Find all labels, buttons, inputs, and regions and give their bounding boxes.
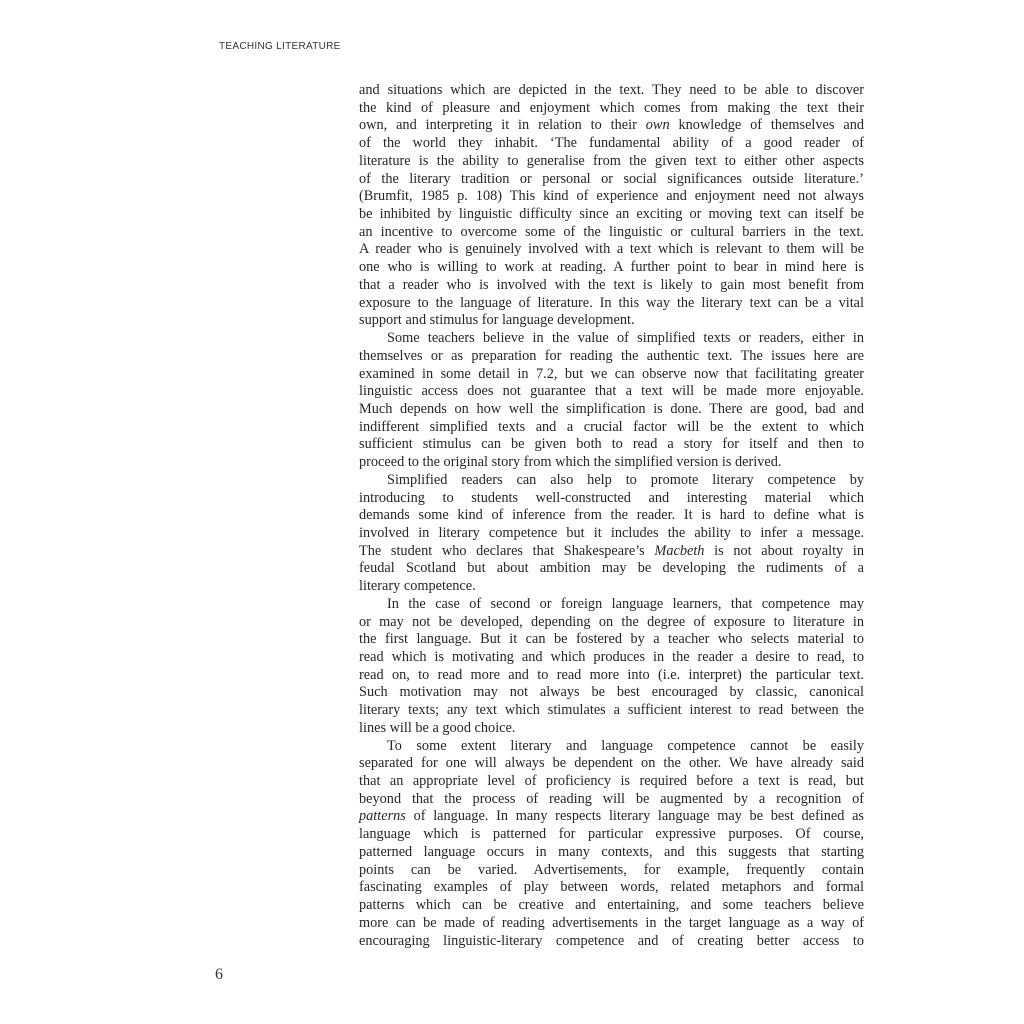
text-run: more can be made of reading advertisements in the target language as a way of	[359, 914, 864, 931]
text-line	[359, 560, 864, 578]
text-line	[359, 738, 864, 756]
text-run: or may not be developed, depending on the degree of exposure to literature in	[359, 613, 864, 630]
text-run: is not about royalty in	[704, 542, 864, 559]
text-line	[359, 773, 864, 791]
text-run: own, and interpreting it in relation to their	[359, 117, 646, 134]
text-run: fascinating examples of play between words, related metaphors and formal	[359, 879, 864, 896]
text-line	[359, 472, 864, 490]
text-run: introducing to students well-constructed and interesting material which	[359, 489, 864, 506]
text-line	[359, 525, 864, 543]
text-run: that an appropriate level of proficiency is required before a text is read, but	[359, 773, 864, 790]
text-line	[359, 791, 864, 809]
text-run: The student who declares that Shakespeare’s	[359, 542, 655, 559]
text-line	[359, 490, 864, 508]
text-run: that a reader who is involved with the text is likely to gain most benefit from	[359, 276, 864, 293]
text-line	[359, 578, 864, 596]
text-line	[359, 241, 864, 259]
text-line	[359, 844, 864, 862]
text-line	[359, 401, 864, 419]
text-run: support and stimulus for language development.	[359, 312, 635, 329]
text-line	[359, 153, 864, 171]
text-line	[359, 224, 864, 242]
paragraph	[359, 738, 864, 951]
text-line	[359, 277, 864, 295]
text-run: Simplified readers can also help to promote literary competence by	[387, 471, 864, 488]
text-run: sufficient stimulus can be given both to read a story for itself and then to	[359, 436, 864, 453]
text-line	[359, 631, 864, 649]
text-line	[359, 596, 864, 614]
text-run: Some teachers believe in the value of simplified texts or readers, either in	[387, 330, 864, 347]
text-run: To some extent literary and language competence cannot be easily	[387, 737, 864, 754]
text-line	[359, 312, 864, 330]
text-line	[359, 348, 864, 366]
text-run: literary competence.	[359, 578, 476, 595]
page-number: 6	[215, 966, 223, 983]
text-line	[359, 862, 864, 880]
text-run: encouraging linguistic-literary competence and of creating better access to	[359, 932, 864, 949]
paragraph	[359, 596, 864, 738]
text-line	[359, 82, 864, 100]
paragraph	[359, 330, 864, 472]
text-run: linguistic access does not guarantee that a text will be made more enjoyable.	[359, 383, 864, 400]
text-line	[359, 614, 864, 632]
italic-text: Macbeth	[654, 542, 705, 559]
text-line	[359, 684, 864, 702]
text-run: themselves or as preparation for reading the authentic text. The issues here are	[359, 347, 864, 364]
text-run: In the case of second or foreign language learners, that competence may	[387, 595, 864, 612]
text-run: the kind of pleasure and enjoyment which comes from making the text their	[359, 99, 864, 116]
text-line	[359, 295, 864, 313]
text-line	[359, 117, 864, 135]
text-run: A reader who is genuinely involved with a text which is relevant to them will be	[359, 241, 864, 258]
text-line	[359, 755, 864, 773]
text-run: patterns which can be creative and entertaining, and some teachers believe	[359, 897, 864, 914]
text-line	[359, 720, 864, 738]
text-run: literary texts; any text which stimulates a sufficient interest to read between the	[359, 702, 864, 719]
text-run: exposure to the language of literature. In this way the literary text can be a vital	[359, 294, 864, 311]
text-line	[359, 188, 864, 206]
text-line	[359, 100, 864, 118]
text-line	[359, 366, 864, 384]
text-line	[359, 826, 864, 844]
text-line	[359, 808, 864, 826]
text-run: points can be varied. Advertisements, for example, frequently contain	[359, 861, 864, 878]
text-line	[359, 543, 864, 561]
text-run: literature is the ability to generalise from the given text to either other aspects	[359, 152, 864, 169]
italic-text: patterns	[359, 808, 406, 825]
text-run: read which is motivating and which produces in the reader a desire to read, to	[359, 649, 864, 665]
text-run: indifferent simplified texts and a crucial factor will be the extent to which	[359, 418, 864, 435]
italic-text: own	[645, 117, 670, 134]
text-run: proceed to the original story from which the simplified version is derived.	[359, 454, 782, 471]
text-line	[359, 135, 864, 153]
text-run: knowledge of themselves and	[669, 117, 865, 134]
text-run: examined in some detail in 7.2, but we can observe now that facilitating greater	[359, 365, 864, 382]
text-run: lines will be a good choice.	[359, 719, 516, 736]
text-line	[359, 915, 864, 933]
text-run: separated for one will always be dependent on the other. We have already said	[359, 755, 864, 772]
text-line	[359, 330, 864, 348]
text-line	[359, 383, 864, 401]
paragraph	[359, 472, 864, 596]
text-run: demands some kind of inference from the reader. It is hard to define what is	[359, 507, 864, 524]
text-run: Such motivation may not always be best encouraged by classic, canonical	[359, 684, 864, 701]
text-line	[359, 171, 864, 189]
text-line	[359, 649, 864, 667]
text-run: Much depends on how well the simplification is done. There are good, bad and	[359, 400, 864, 417]
text-line	[359, 206, 864, 224]
text-line	[359, 667, 864, 685]
paragraph	[359, 82, 864, 330]
text-line	[359, 897, 864, 915]
text-run: feudal Scotland but about ambition may be developing the rudiments of a	[359, 560, 864, 577]
text-run: involved in literary competence but it includes the ability to infer a message.	[359, 524, 864, 541]
text-run: (Brumfit, 1985 p. 108) This kind of experience and enjoyment need not always	[359, 188, 864, 205]
text-run: of the literary tradition or personal or social significances outside literature.’	[359, 170, 864, 187]
text-line	[359, 702, 864, 720]
text-run: one who is willing to work at reading. A further point to bear in mind here is	[359, 259, 864, 276]
text-run: of the world they inhabit. ‘The fundamental ability of a good reader of	[359, 135, 864, 152]
text-line	[359, 259, 864, 277]
body-text	[359, 82, 864, 950]
running-head: TEACHING LITERATURE	[219, 41, 341, 52]
text-line	[359, 879, 864, 897]
text-run: read on, to read more and to read more into (i.e. interpret) the particular text.	[359, 666, 864, 683]
text-line	[359, 419, 864, 437]
text-run: patterned language occurs in many contexts, and this suggests that starting	[359, 843, 864, 860]
text-line	[359, 933, 864, 951]
text-line	[359, 436, 864, 454]
text-run: the first language. But it can be fostered by a teacher who selects material to	[359, 631, 864, 648]
text-line	[359, 454, 864, 472]
text-run: an incentive to overcome some of the linguistic or cultural barriers in the text.	[359, 223, 864, 240]
text-run: of language. In many respects literary language may be best defined as	[405, 808, 864, 825]
text-line	[359, 507, 864, 525]
text-run: language which is patterned for particular expressive purposes. Of course,	[359, 826, 864, 843]
text-run: and situations which are depicted in the text. They need to be able to discover	[359, 82, 864, 98]
text-run: beyond that the process of reading will be augmented by a recognition of	[359, 790, 864, 807]
text-run: be inhibited by linguistic difficulty since an exciting or moving text can itself be	[359, 206, 864, 223]
